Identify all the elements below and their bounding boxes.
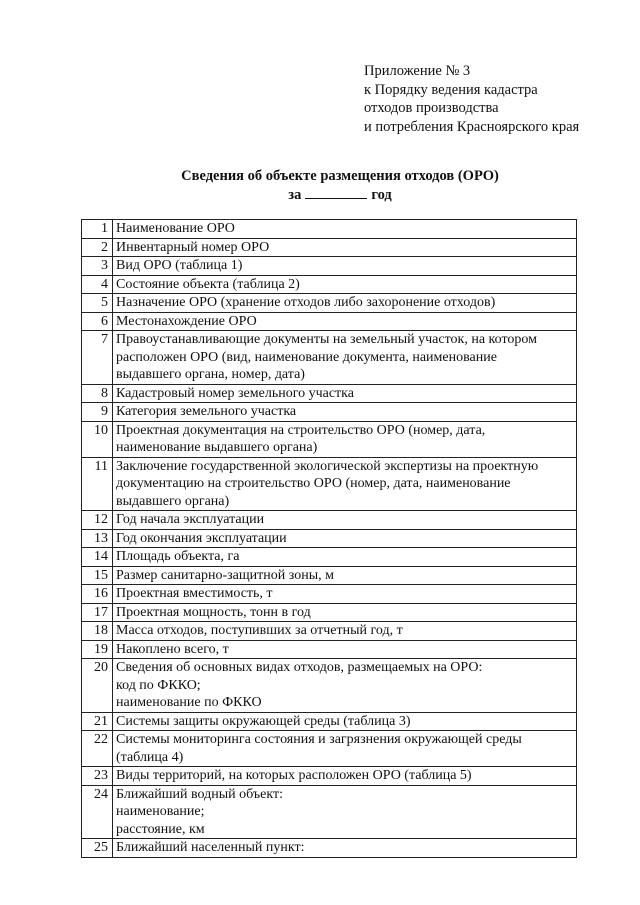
table-row (82, 585, 577, 604)
table-row (82, 238, 577, 257)
table-row (82, 767, 577, 786)
table-row (82, 384, 577, 403)
row-field-label: Площадь объекта, га (113, 548, 577, 567)
table-row (82, 731, 577, 767)
row-number: 16 (82, 585, 113, 604)
row-field-label: Проектная вместимость, т (113, 585, 577, 604)
row-field-label: Накоплено всего, т (113, 640, 577, 659)
appendix-header (364, 62, 579, 136)
row-field-label: Год начала эксплуатации (113, 511, 577, 530)
table-row (82, 421, 577, 457)
row-field-label: Системы мониторинга состояния и загрязнения окружающей среды (таблица 4) (113, 731, 577, 767)
table-row (82, 839, 577, 858)
row-field-label: Ближайший населенный пункт: (113, 839, 577, 858)
row-number: 23 (82, 767, 113, 786)
row-field-label: Наименование ОРО (113, 220, 577, 239)
row-field-label: Ближайший водный объект: наименование; расстояние, км (113, 785, 577, 839)
row-field-label: Заключение государственной экологической экспертизы на проектную документацию на строительство ОРО (номер, дата, наименование выдавшего органа) (113, 457, 577, 511)
row-number: 6 (82, 312, 113, 331)
row-number: 9 (82, 403, 113, 422)
row-number: 4 (82, 275, 113, 294)
row-number: 20 (82, 659, 113, 713)
table-row (82, 511, 577, 530)
row-field-label: Кадастровый номер земельного участка (113, 384, 577, 403)
table-row (82, 548, 577, 567)
appendix-line: отходов производства (364, 100, 499, 116)
row-number: 17 (82, 603, 113, 622)
table-row (82, 257, 577, 276)
row-field-label: Назначение ОРО (хранение отходов либо захоронение отходов) (113, 294, 577, 313)
row-number: 10 (82, 421, 113, 457)
document-title: Сведения об объекте размещения отходов (ОРО) (181, 168, 499, 184)
row-field-label: Вид ОРО (таблица 1) (113, 257, 577, 276)
row-field-label: Проектная мощность, тонн в год (113, 603, 577, 622)
row-number: 13 (82, 529, 113, 548)
year-blank-field (305, 186, 367, 199)
row-number: 21 (82, 712, 113, 731)
row-number: 3 (82, 257, 113, 276)
table-row (82, 312, 577, 331)
table-row (82, 566, 577, 585)
row-number: 14 (82, 548, 113, 567)
row-field-label: Сведения об основных видах отходов, размещаемых на ОРО: код по ФККО; наименование по ФККО (113, 659, 577, 713)
row-field-label: Системы защиты окружающей среды (таблица 3) (113, 712, 577, 731)
row-field-label: Размер санитарно-защитной зоны, м (113, 566, 577, 585)
table-row (82, 331, 577, 385)
table-row (82, 659, 577, 713)
row-field-label: Год окончания эксплуатации (113, 529, 577, 548)
appendix-line: Приложение № 3 (364, 63, 471, 79)
row-field-label: Инвентарный номер ОРО (113, 238, 577, 257)
row-field-label: Состояние объекта (таблица 2) (113, 275, 577, 294)
period-line (0, 186, 640, 204)
table-row (82, 640, 577, 659)
period-prefix: за (288, 187, 302, 203)
table-row (82, 712, 577, 731)
row-number: 11 (82, 457, 113, 511)
row-number: 22 (82, 731, 113, 767)
appendix-line: к Порядку ведения кадастра (364, 81, 538, 98)
row-number: 18 (82, 622, 113, 641)
table-row (82, 529, 577, 548)
table-row (82, 785, 577, 839)
row-field-label: Правоустанавливающие документы на земельный участок, на котором расположен ОРО (вид, наименование документа, наименование выдавшего органа, номер, дата) (113, 331, 577, 385)
row-number: 2 (82, 238, 113, 257)
row-number: 15 (82, 566, 113, 585)
row-number: 1 (82, 220, 113, 239)
row-number: 12 (82, 511, 113, 530)
table-row (82, 275, 577, 294)
table-row (82, 622, 577, 641)
row-field-label: Масса отходов, поступивших за отчетный год, т (113, 622, 577, 641)
object-info-table (81, 219, 577, 858)
row-number: 8 (82, 384, 113, 403)
table-row (82, 603, 577, 622)
period-suffix: год (371, 187, 392, 203)
row-number: 7 (82, 331, 113, 385)
row-field-label: Виды территорий, на которых расположен ОРО (таблица 5) (113, 767, 577, 786)
table-row (82, 294, 577, 313)
row-number: 5 (82, 294, 113, 313)
table-row (82, 457, 577, 511)
appendix-line: и потребления Красноярского края (364, 118, 580, 135)
row-number: 24 (82, 785, 113, 839)
row-number: 19 (82, 640, 113, 659)
table-row (82, 403, 577, 422)
row-field-label: Местонахождение ОРО (113, 312, 577, 331)
table-row (82, 220, 577, 239)
row-field-label: Категория земельного участка (113, 403, 577, 422)
row-number: 25 (82, 839, 113, 858)
row-field-label: Проектная документация на строительство ОРО (номер, дата, наименование выдавшего органа) (113, 421, 577, 457)
